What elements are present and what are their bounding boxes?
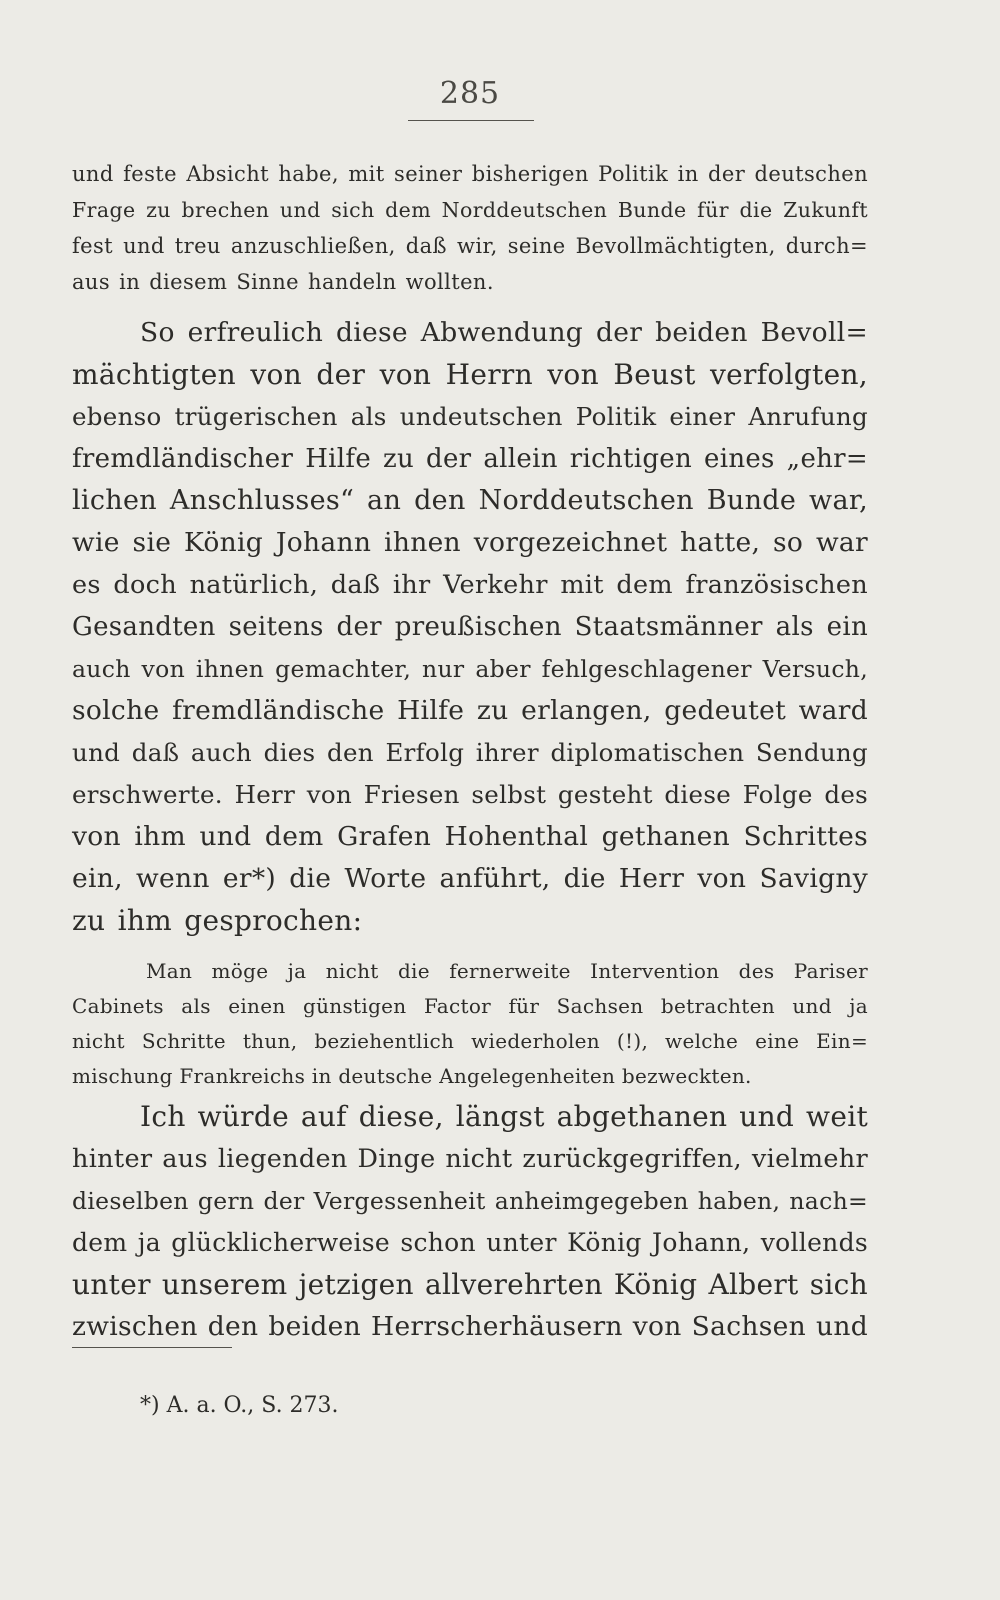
text-line: ein, wenn er*) die Worte anführt, die Herr von Savigny xyxy=(72,863,868,894)
paragraph-final xyxy=(72,1096,868,1348)
text-line: auch von ihnen gemachter, nur aber fehlgeschlagener Versuch, xyxy=(72,655,868,683)
text-line: es doch natürlich, daß ihr Verkehr mit dem französischen xyxy=(72,570,868,600)
text-line: zwischen den beiden Herrscherhäusern von Sachsen und xyxy=(72,1311,868,1342)
text-line: fremdländischer Hilfe zu der allein richtigen eines „ehr= xyxy=(72,444,868,474)
text-line: unter unserem jetzigen allverehrten König Albert sich xyxy=(72,1268,868,1301)
text-line: aus in diesem Sinne handeln wollten. xyxy=(72,270,494,294)
text-line: wie sie König Johann ihnen vorgezeichnet hatte, so war xyxy=(72,527,868,558)
footnote: *) A. a. O., S. 273. xyxy=(140,1393,339,1418)
text-line: solche fremdländische Hilfe zu erlangen, gedeutet ward xyxy=(72,695,868,726)
text-line: von ihm und dem Grafen Hohenthal gethanen Schrittes xyxy=(72,821,868,852)
text-line: nicht Schritte thun, beziehentlich wiederholen (!), welche eine Ein= xyxy=(72,1029,868,1053)
footnote-rule xyxy=(72,1347,232,1348)
text-line: Man möge ja nicht die fernerweite Intervention des Pariser xyxy=(146,959,868,983)
text-line: und feste Absicht habe, mit seiner bisherigen Politik in der deutschen xyxy=(72,162,868,186)
paragraph-main xyxy=(72,312,868,942)
text-line: dieselben gern der Vergessenheit anheimgegeben haben, nach= xyxy=(72,1187,868,1215)
page-number: 285 xyxy=(439,76,501,111)
text-line: So erfreulich diese Abwendung der beiden Bevoll= xyxy=(140,317,868,348)
paragraph-continuation xyxy=(72,156,868,300)
text-line: ebenso trügerischen als undeutschen Politik einer Anrufung xyxy=(72,402,868,431)
text-line: erschwerte. Herr von Friesen selbst gesteht diese Folge des xyxy=(72,780,868,809)
text-line: mischung Frankreichs in deutsche Angelegenheiten bezweckten. xyxy=(72,1064,752,1088)
text-line: mächtigten von der von Herrn von Beust verfolgten, xyxy=(72,358,868,391)
text-line: dem ja glücklicherweise schon unter König Johann, vollends xyxy=(72,1228,868,1257)
text-line: Frage zu brechen und sich dem Norddeutschen Bunde für die Zukunft xyxy=(72,198,868,222)
text-line: Cabinets als einen günstigen Factor für Sachsen betrachten und ja xyxy=(72,994,868,1018)
text-line: und daß auch dies den Erfolg ihrer diplomatischen Sendung xyxy=(72,738,868,767)
block-quote xyxy=(72,954,868,1094)
text-line: fest und treu anzuschließen, daß wir, seine Bevollmächtigten, durch= xyxy=(72,234,868,258)
text-line: Gesandten seitens der preußischen Staatsmänner als ein xyxy=(72,612,868,642)
header-rule xyxy=(408,120,534,121)
text-line: zu ihm gesprochen: xyxy=(72,904,363,937)
text-line: lichen Anschlusses“ an den Norddeutschen Bunde war, xyxy=(72,485,868,516)
text-line: Ich würde auf diese, längst abgethanen und weit xyxy=(140,1100,868,1133)
text-line: hinter aus liegenden Dinge nicht zurückgegriffen, vielmehr xyxy=(72,1144,868,1174)
